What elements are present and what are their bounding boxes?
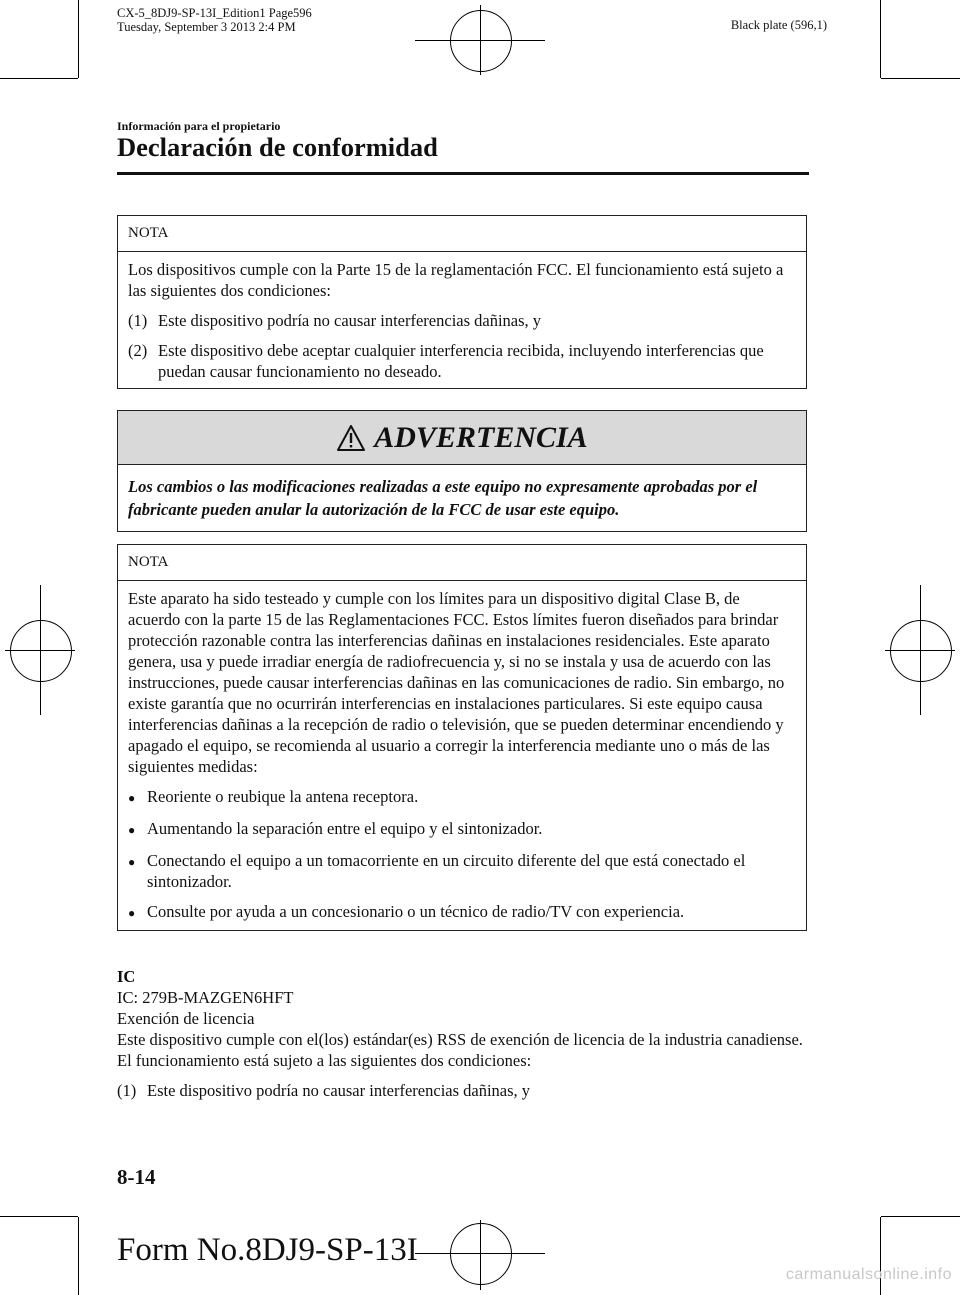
bullet-icon: ● xyxy=(128,855,136,869)
section-label: Información para el propietario xyxy=(117,119,281,133)
page-number: 8-14 xyxy=(117,1165,156,1189)
black-plate-label: Black plate (596,1) xyxy=(730,18,827,32)
list-item: ● Conectando el equipo a un tomacorriente en un circuito diferente del que está conectado el sintonizador. xyxy=(128,851,746,891)
warning-box xyxy=(117,410,807,532)
print-slug-line1: CX-5_8DJ9-SP-13I_Edition1 Page596 xyxy=(117,6,312,20)
warning-heading: ADVERTENCIA xyxy=(374,420,588,454)
ic-paragraph: Este dispositivo cumple con el(los) estándar(es) RSS de exención de licencia de la industria canadiense. El funcionamiento está sujeto a las siguientes dos condiciones: xyxy=(117,1030,803,1070)
note-heading: NOTA xyxy=(118,216,806,252)
bullet-icon: ● xyxy=(128,906,136,920)
numbered-item: (1) Este dispositivo podría no causar interferencias dañinas, y xyxy=(128,311,542,330)
bullet-icon: ● xyxy=(128,791,136,805)
list-item: ● Aumentando la separación entre el equipo y el sintonizador. xyxy=(128,818,796,841)
list-item: ● Reoriente o reubique la antena receptora. xyxy=(128,786,796,809)
ic-heading: IC xyxy=(117,967,136,986)
list-item: ● Consulte por ayuda a un concesionario o un técnico de radio/TV con experiencia. xyxy=(128,901,796,924)
warning-header xyxy=(118,411,806,465)
note-paragraph: Este aparato ha sido testeado y cumple con los límites para un dispositivo digital Clase B, de acuerdo con la parte 15 de las Reglamentaciones FCC. Estos límites fueron diseñados para brindar protección razonable contra las interferencias dañinas en instalaciones residenciales. Este aparato genera, usa y puede irradiar energía de radiofrecuencia y, si no se instala y usa de acuerdo con las instrucciones, puede causar interferencias dañinas en las comunicaciones de radio. Sin embargo, no existe garantía que no ocurrirán interferencias en instalaciones particulares. Si este equipo causa interferencias dañinas a la recepción de radio o televisión, que se pueden determinar encendiendo y apagado el equipo, se recomienda al usuario a corregir la interferencia mediante uno o más de las siguientes medidas: xyxy=(128,589,785,776)
numbered-item: (1) Este dispositivo podría no causar interferencias dañinas, y xyxy=(117,1081,531,1100)
print-slug-line2: Tuesday, September 3 2013 2:4 PM xyxy=(117,20,296,34)
ic-id: IC: 279B-MAZGEN6HFT xyxy=(117,988,294,1007)
numbered-item: (2) Este dispositivo debe aceptar cualquier interferencia recibida, incluyendo interferencias que puedan causar funcionamiento no deseado. xyxy=(128,341,764,381)
note-intro: Los dispositivos cumple con la Parte 15 de la reglamentación FCC. El funcionamiento está sujeto a las siguientes dos condiciones: xyxy=(128,260,784,300)
title-rule xyxy=(117,172,809,175)
note-box-1 xyxy=(117,215,807,389)
form-number: Form No.8DJ9-SP-13I xyxy=(117,1232,418,1268)
watermark: carmanualsonline.info xyxy=(785,1266,952,1283)
warning-triangle-icon xyxy=(336,424,366,452)
bullet-icon: ● xyxy=(128,823,136,837)
print-slug xyxy=(117,6,312,34)
warning-text: Los cambios o las modificaciones realizadas a este equipo no expresamente aprobadas por el fabricante pueden anular la autorización de la FCC de usar este equipo. xyxy=(128,477,758,519)
ic-subheading: Exención de licencia xyxy=(117,1009,255,1028)
note-heading: NOTA xyxy=(118,545,806,581)
ic-section xyxy=(117,966,817,1101)
note-box-2 xyxy=(117,544,807,931)
page-title: Declaración de conformidad xyxy=(117,132,438,162)
